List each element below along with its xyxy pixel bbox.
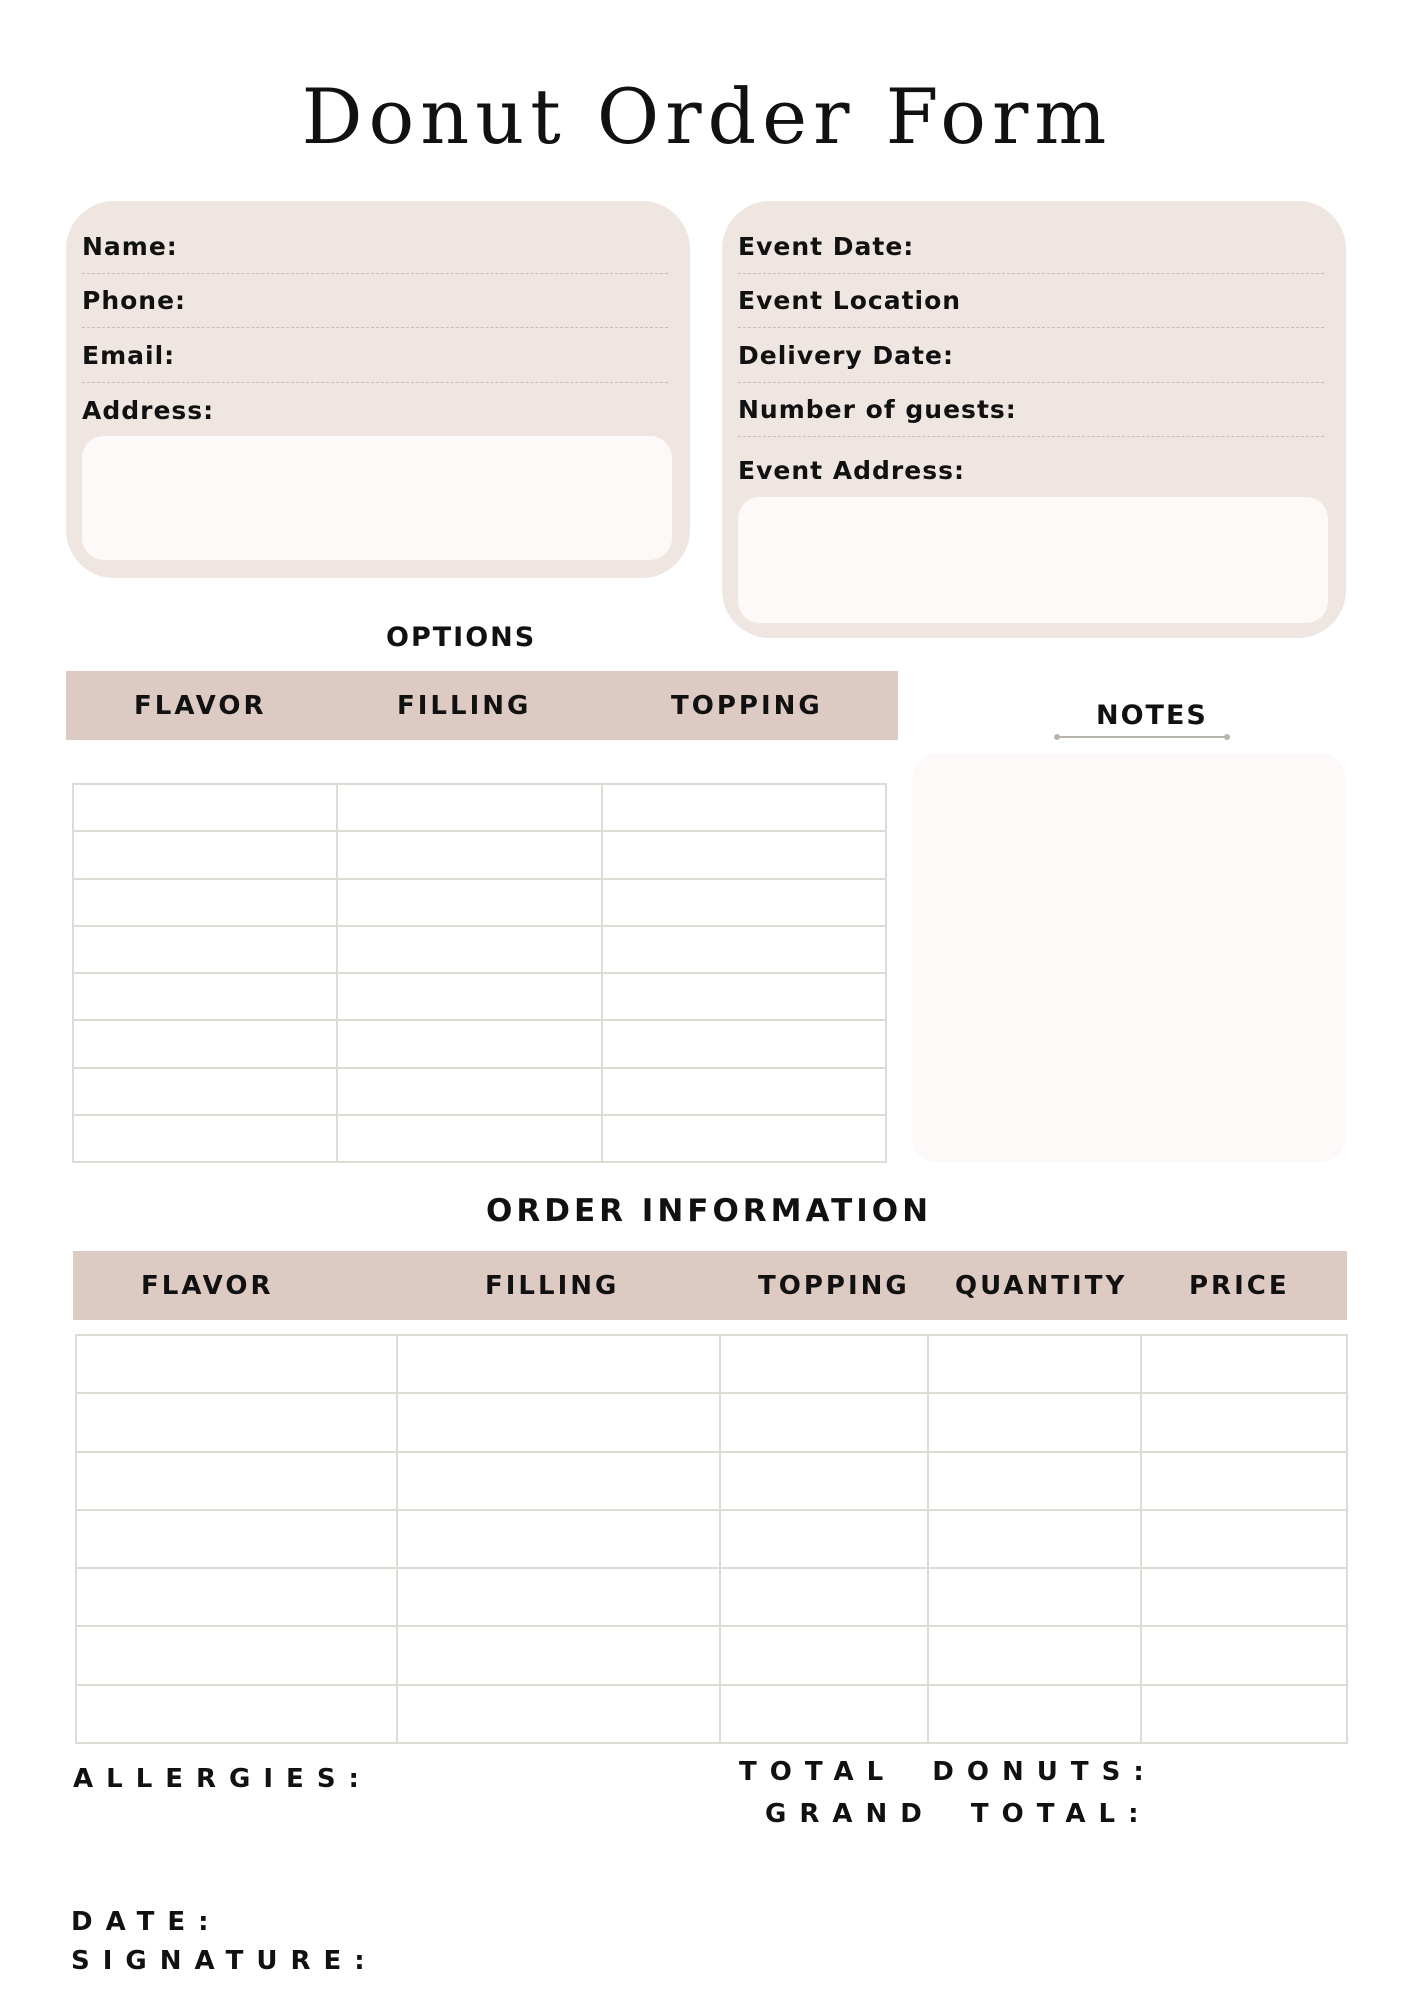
table-row <box>73 879 886 926</box>
table-row <box>73 784 886 831</box>
address-label-row <box>82 383 668 437</box>
name-label: Name: <box>82 232 178 261</box>
allergies-label: ALLERGIES: <box>73 1764 372 1794</box>
table-cell[interactable] <box>928 1510 1142 1568</box>
table-cell[interactable] <box>928 1393 1142 1451</box>
phone-field[interactable] <box>82 274 668 328</box>
table-cell[interactable] <box>602 1068 886 1115</box>
table-row <box>76 1685 1347 1743</box>
guests-field[interactable] <box>738 383 1324 437</box>
notes-underline-dot-left <box>1054 734 1060 740</box>
table-cell[interactable] <box>1141 1393 1347 1451</box>
table-cell[interactable] <box>76 1393 397 1451</box>
table-row <box>73 1068 886 1115</box>
address-label: Address: <box>82 395 215 425</box>
table-cell[interactable] <box>602 973 886 1020</box>
table-cell[interactable] <box>76 1685 397 1743</box>
table-row <box>76 1568 1347 1626</box>
table-cell[interactable] <box>397 1510 719 1568</box>
order-header-price: PRICE <box>1189 1270 1290 1301</box>
table-cell[interactable] <box>337 831 601 878</box>
event-location-label: Event Location <box>738 286 962 315</box>
table-cell[interactable] <box>76 1568 397 1626</box>
order-header-bar <box>73 1251 1347 1320</box>
table-cell[interactable] <box>337 926 601 973</box>
table-cell[interactable] <box>720 1510 928 1568</box>
options-header-bar <box>66 671 898 740</box>
table-cell[interactable] <box>602 879 886 926</box>
table-cell[interactable] <box>337 1020 601 1067</box>
options-header-flavor: FLAVOR <box>134 690 267 721</box>
notes-underline-dot-right <box>1224 734 1230 740</box>
table-cell[interactable] <box>602 926 886 973</box>
table-cell[interactable] <box>1141 1568 1347 1626</box>
table-cell[interactable] <box>397 1393 719 1451</box>
table-cell[interactable] <box>928 1335 1142 1393</box>
table-row <box>76 1393 1347 1451</box>
table-cell[interactable] <box>73 784 337 831</box>
table-cell[interactable] <box>73 973 337 1020</box>
order-title: ORDER INFORMATION <box>486 1193 933 1229</box>
table-row <box>76 1510 1347 1568</box>
table-cell[interactable] <box>720 1685 928 1743</box>
order-header-topping: TOPPING <box>758 1270 910 1301</box>
table-cell[interactable] <box>73 1020 337 1067</box>
table-cell[interactable] <box>720 1626 928 1684</box>
notes-title: NOTES <box>1096 700 1208 731</box>
options-title: OPTIONS <box>386 622 537 653</box>
table-cell[interactable] <box>720 1393 928 1451</box>
table-cell[interactable] <box>397 1626 719 1684</box>
table-cell[interactable] <box>73 831 337 878</box>
event-date-label: Event Date: <box>738 232 915 261</box>
notes-underline <box>1056 736 1228 738</box>
page-title: Donut Order Form <box>301 72 1113 161</box>
event-location-field[interactable] <box>738 274 1324 328</box>
name-field[interactable] <box>82 220 668 274</box>
table-cell[interactable] <box>1141 1626 1347 1684</box>
table-cell[interactable] <box>73 879 337 926</box>
delivery-date-label: Delivery Date: <box>738 341 954 370</box>
event-info-card <box>722 201 1346 638</box>
event-address-label: Event Address: <box>738 455 965 485</box>
table-row <box>73 1020 886 1067</box>
options-header-topping: TOPPING <box>671 690 823 721</box>
table-cell[interactable] <box>720 1335 928 1393</box>
table-row <box>76 1335 1347 1393</box>
table-cell[interactable] <box>928 1626 1142 1684</box>
table-cell[interactable] <box>602 1115 886 1162</box>
options-table <box>72 783 887 1163</box>
table-cell[interactable] <box>76 1452 397 1510</box>
table-cell[interactable] <box>76 1335 397 1393</box>
email-field[interactable] <box>82 329 668 383</box>
table-row <box>73 973 886 1020</box>
table-row <box>76 1626 1347 1684</box>
table-cell[interactable] <box>602 831 886 878</box>
table-row <box>73 926 886 973</box>
table-cell[interactable] <box>720 1452 928 1510</box>
address-input-box[interactable] <box>82 436 672 560</box>
table-cell[interactable] <box>602 1020 886 1067</box>
date-label: DATE: <box>71 1907 222 1937</box>
table-row <box>76 1452 1347 1510</box>
event-address-input-box[interactable] <box>738 497 1328 623</box>
table-cell[interactable] <box>76 1626 397 1684</box>
table-cell[interactable] <box>928 1452 1142 1510</box>
order-table <box>75 1334 1348 1744</box>
guests-label: Number of guests: <box>738 395 1017 424</box>
table-cell[interactable] <box>1141 1335 1347 1393</box>
table-cell[interactable] <box>337 784 601 831</box>
event-address-label-row <box>738 443 1324 497</box>
options-header-filling: FILLING <box>397 690 532 721</box>
email-label: Email: <box>82 341 176 370</box>
order-header-filling: FILLING <box>485 1270 620 1301</box>
order-header-flavor: FLAVOR <box>141 1270 274 1301</box>
customer-info-card <box>66 201 690 578</box>
table-row <box>73 1115 886 1162</box>
table-cell[interactable] <box>73 1068 337 1115</box>
table-cell[interactable] <box>397 1452 719 1510</box>
table-cell[interactable] <box>337 973 601 1020</box>
table-row <box>73 831 886 878</box>
table-cell[interactable] <box>397 1335 719 1393</box>
table-cell[interactable] <box>76 1510 397 1568</box>
phone-label: Phone: <box>82 286 187 315</box>
delivery-date-field[interactable] <box>738 329 1324 383</box>
table-cell[interactable] <box>337 1115 601 1162</box>
table-cell[interactable] <box>1141 1510 1347 1568</box>
table-cell[interactable] <box>73 926 337 973</box>
table-cell[interactable] <box>1141 1452 1347 1510</box>
order-header-quantity: QUANTITY <box>955 1270 1128 1301</box>
table-cell[interactable] <box>928 1568 1142 1626</box>
table-cell[interactable] <box>602 784 886 831</box>
table-cell[interactable] <box>337 879 601 926</box>
signature-label: SIGNATURE: <box>71 1946 378 1976</box>
table-cell[interactable] <box>720 1568 928 1626</box>
notes-input-box[interactable] <box>912 753 1345 1163</box>
grand-total-label: GRAND TOTAL: <box>765 1799 1152 1829</box>
table-cell[interactable] <box>73 1115 337 1162</box>
table-cell[interactable] <box>1141 1685 1347 1743</box>
table-cell[interactable] <box>397 1685 719 1743</box>
table-cell[interactable] <box>397 1568 719 1626</box>
event-date-field[interactable] <box>738 220 1324 274</box>
total-donuts-label: TOTAL DONUTS: <box>739 1757 1157 1787</box>
table-cell[interactable] <box>337 1068 601 1115</box>
table-cell[interactable] <box>928 1685 1142 1743</box>
